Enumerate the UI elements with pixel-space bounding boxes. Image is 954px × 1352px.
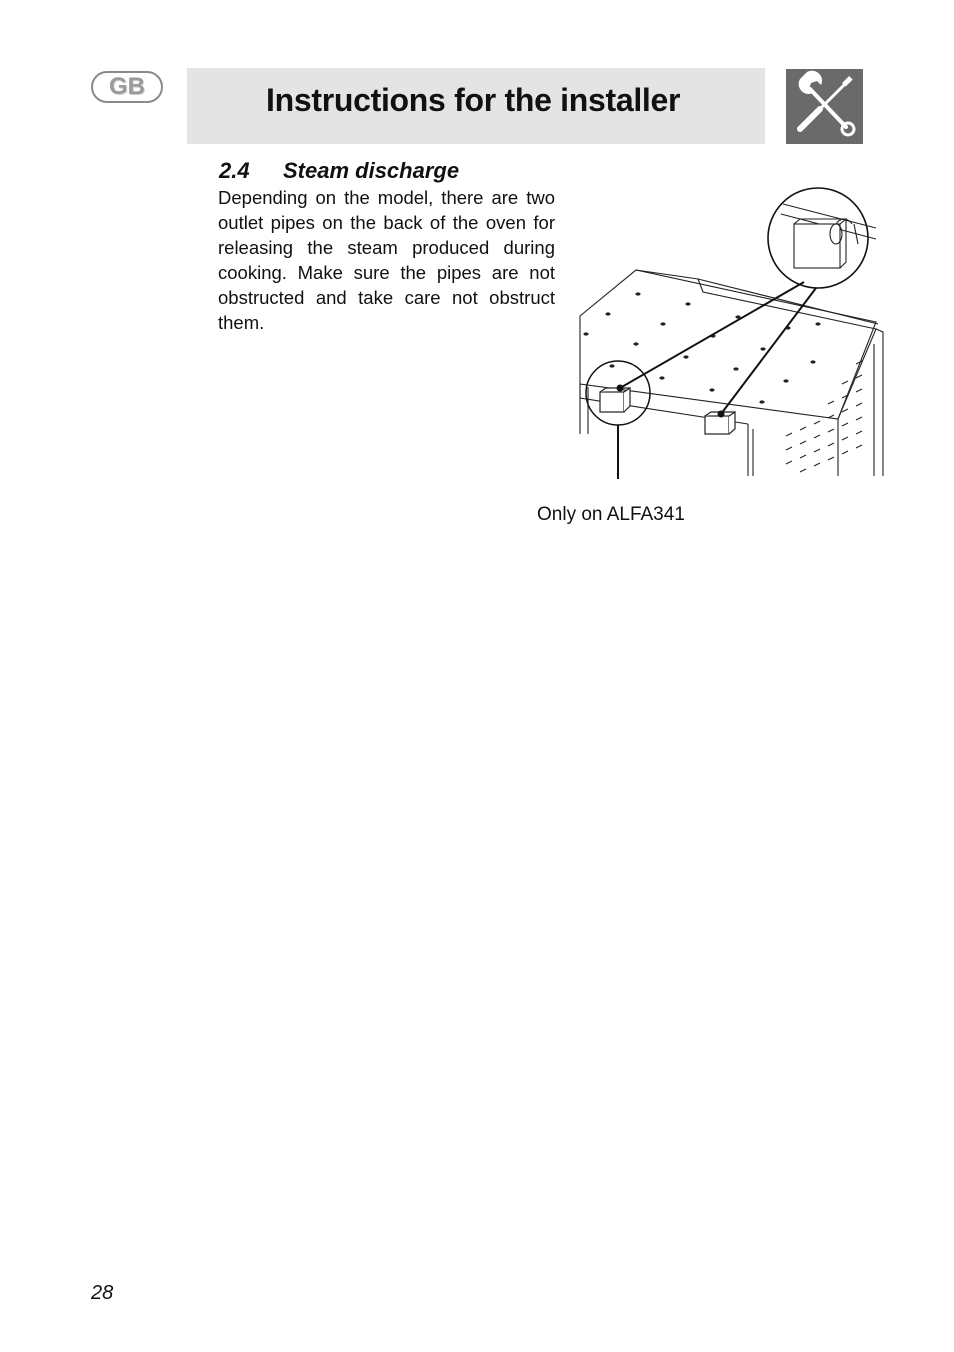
page-number: 28 bbox=[91, 1282, 114, 1304]
section-heading bbox=[219, 158, 459, 184]
oven-top-illustration bbox=[578, 184, 888, 479]
section-title: Steam discharge bbox=[283, 158, 460, 183]
language-badge: GB bbox=[91, 71, 163, 103]
section-body: Depending on the model, there are two outlet pipes on the back of the oven for releasing the steam produced during cooking. Make sure the pipes are not obstructed and take care not obstruct them. bbox=[218, 187, 555, 333]
page-title: Instructions for the installer bbox=[266, 82, 681, 118]
section-number: 2.4 bbox=[219, 158, 250, 183]
figure-caption: Only on ALFA341 bbox=[537, 504, 685, 525]
tools-icon bbox=[786, 69, 863, 144]
